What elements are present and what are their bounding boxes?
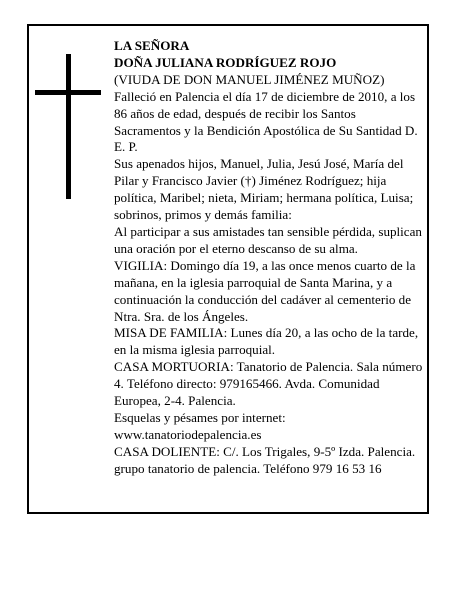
notice-header: LA SEÑORA xyxy=(114,38,190,53)
deceased-name: DOÑA JULIANA RODRÍGUEZ ROJO xyxy=(114,54,337,70)
vigil-paragraph: VIGILIA: Domingo día 19, a las once menos cuarto de la mañana, en la iglesia parroquial de Santa Marina, y a continuación la conducción del cadáver al cementerio de Ntra. Sra. de los Ángeles. xyxy=(114,257,416,324)
mourning-home-paragraph: CASA DOLIENTE: C/. Los Trigales, 9-5º Izda. Palencia. xyxy=(114,443,416,459)
request-paragraph: Al participar a sus amistades tan sensible pérdida, suplican una oración por el eterno descanso de su alma. xyxy=(114,223,422,256)
footer-line: grupo tanatorio de palencia. Teléfono 979 16 53 16 xyxy=(114,460,382,476)
widow-line: (VIUDA DE DON MANUEL JIMÉNEZ MUÑOZ) xyxy=(114,71,385,87)
death-paragraph: Falleció en Palencia el día 17 de diciembre de 2010, a los 86 años de edad, después de recibir los Santos Sacramentos y la Bendición Apostólica de Su Santidad D. E. P. xyxy=(114,88,418,155)
mass-paragraph: MISA DE FAMILIA: Lunes día 20, a las ocho de la tarde, en la misma iglesia parroquial. xyxy=(114,325,419,358)
cross-horizontal-bar xyxy=(35,90,101,95)
cross-icon xyxy=(35,54,101,199)
internet-paragraph: Esquelas y pésames por internet: www.tanatoriodepalencia.es xyxy=(114,409,286,442)
cross-vertical-bar xyxy=(66,54,71,199)
obituary-text xyxy=(114,38,424,478)
mortuary-paragraph: CASA MORTUORIA: Tanatorio de Palencia. Sala número 4. Teléfono directo: 979165466. Avda. Comunidad Europea, 2-4. Palencia. xyxy=(114,359,423,409)
family-paragraph: Sus apenados hijos, Manuel, Julia, Jesú José, María del Pilar y Francisco Javier (†) Jiménez Rodríguez; hija política, Maribel; nieta, Miriam; hermana política, Luisa; sobrinos, primos y demás familia: xyxy=(114,156,414,223)
